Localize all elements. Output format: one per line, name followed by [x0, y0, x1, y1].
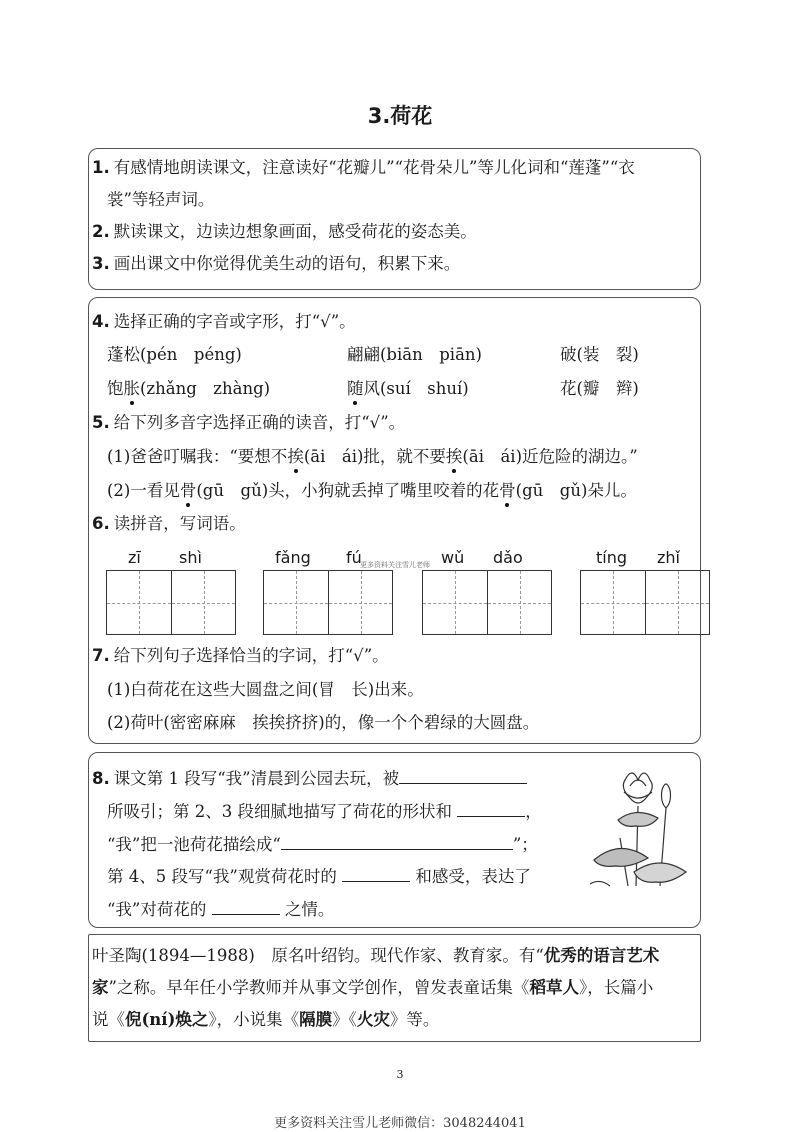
bio-book-title-3: 隔膜 [299, 1010, 333, 1029]
q4-item-4[interactable] [107, 379, 270, 399]
q4-item-5-options: 风(suí shuí) [363, 379, 469, 398]
bio-book-title-2: 倪(ní)焕之 [125, 1010, 209, 1029]
bio-text-3e: 》《 [332, 1010, 357, 1029]
bio-book-title-1: 稻草人 [529, 978, 579, 997]
question-5 [92, 413, 405, 433]
q4-item-6[interactable]: 花(瓣 辫) [560, 379, 639, 398]
q5-s2-dotted-2: 骨 [499, 481, 516, 500]
bio-text-3g: 》等。 [389, 1010, 440, 1029]
q4-item-4-options: (zhǎng zhàng) [140, 379, 271, 398]
task-1-cont: 裳”等轻声词。 [107, 190, 215, 209]
grid-cell[interactable] [171, 571, 235, 634]
pinyin-4b: zhǐ [657, 548, 680, 567]
task-2-text: 默读课文，边读边想象画面，感受荷花的姿态美。 [113, 222, 477, 241]
q5-s1-part-c: (āi ái)近危险的湖边。” [462, 447, 638, 466]
q8-line-5 [107, 897, 334, 920]
q5-s2-part-b: (gū gǔ)头，小狗就丢掉了嘴里咬着的花 [196, 481, 500, 500]
q5-s1-dotted-2: 挨 [445, 447, 463, 466]
blank-field[interactable] [399, 766, 527, 784]
q8-line-3 [107, 832, 538, 855]
pinyin-3a: wǔ [441, 548, 465, 567]
q4-item-3[interactable]: 破(装 裂) [560, 345, 639, 364]
watermark: 更多资料关注雪儿老师 [360, 561, 430, 569]
pinyin-4a: tíng [596, 548, 628, 567]
bio-text-3c: 》，小说集《 [208, 1010, 300, 1029]
pinyin-2a: fǎng [275, 548, 311, 567]
q7-text: 给下列句子选择恰当的字词，打“√”。 [113, 646, 389, 665]
task-3-number: 3. [92, 254, 110, 273]
task-2-number: 2. [92, 222, 110, 241]
grid-cell[interactable] [645, 571, 709, 634]
writing-grid-4[interactable] [580, 570, 710, 635]
q8-text-2b: ， [525, 802, 542, 821]
grid-cell[interactable] [423, 571, 487, 634]
q4-number: 4. [92, 312, 110, 331]
blank-field[interactable] [281, 832, 513, 850]
bio-line-3 [92, 1010, 439, 1030]
q8-text-1: 课文第 1 段写“我”清晨到公园去玩，被 [113, 769, 400, 788]
pinyin-1b: shì [179, 548, 202, 567]
question-6 [92, 514, 246, 534]
q7-sentence-1[interactable]: (1)白荷花在这些大圆盘之间(冒 长)出来。 [107, 680, 424, 699]
q6-text: 读拼音，写词语。 [113, 514, 246, 533]
q8-text-2a: 所吸引；第 2、3 段细腻地描写了荷花的形状和 [107, 802, 452, 821]
blank-field[interactable] [212, 897, 280, 915]
task-1 [92, 158, 635, 178]
bio-book-title-4: 火灾 [356, 1010, 390, 1029]
writing-grid-3[interactable] [422, 570, 552, 635]
q4-item-5-dotted: 随 [347, 379, 364, 398]
q5-s2-dotted-1: 骨 [179, 481, 197, 500]
q5-s2-part-c: (gū gǔ)朵儿。 [515, 481, 637, 500]
question-7 [92, 646, 389, 666]
q4-item-5[interactable] [347, 379, 469, 399]
bio-text-2b: ”之称。早年任小学教师并从事文学创作，曾发表童话集《 [108, 978, 530, 997]
writing-grid-2[interactable] [263, 570, 393, 635]
bio-text-1a: 叶圣陶(1894—1988) 原名叶绍钧。现代作家、教育家。有“ [92, 946, 544, 965]
q4-text: 选择正确的字音或字形，打“√”。 [113, 312, 356, 331]
q4-item-4-char: 饱 [107, 379, 124, 398]
grid-cell[interactable] [581, 571, 645, 634]
q8-text-5b: 之情。 [284, 900, 335, 919]
q8-text-4b: 和感受，表达了 [415, 867, 531, 886]
q8-line-4 [107, 864, 531, 887]
grid-cell[interactable] [264, 571, 328, 634]
bio-line-1 [92, 946, 659, 966]
q4-item-1[interactable]: 蓬松(pén péng) [107, 345, 242, 364]
lotus-illustration [590, 768, 690, 888]
q4-item-4-dotted: 胀 [123, 379, 140, 398]
bio-line-2 [92, 978, 653, 998]
task-1-text: 有感情地朗读课文，注意读好“花瓣儿”“花骨朵儿”等儿化词和“莲蓬”“衣 [113, 158, 635, 177]
q8-text-3a: “我”把一池荷花描绘成“ [107, 835, 281, 854]
q5-s1-dotted-1: 挨 [287, 447, 304, 466]
q8-text-3b: ”； [512, 835, 538, 854]
q8-line-2 [107, 799, 542, 822]
bio-highlight-1: 优秀的语言艺术 [543, 946, 660, 965]
blank-field[interactable] [457, 799, 525, 817]
writing-grid-1[interactable] [106, 570, 236, 635]
q5-text: 给下列多音字选择正确的读音，打“√”。 [113, 413, 406, 432]
q5-s1-part-b: (āi ái)批，就不要 [303, 447, 446, 466]
pinyin-2b: fú [346, 548, 362, 567]
q5-s1-part-a: (1)爸爸叮嘱我：“要想不 [107, 447, 288, 466]
task-3 [92, 254, 460, 274]
blank-field[interactable] [342, 864, 410, 882]
q8-text-5a: “我”对荷花的 [107, 900, 207, 919]
pinyin-3b: dǎo [493, 548, 523, 567]
q5-number: 5. [92, 413, 110, 432]
question-4 [92, 312, 356, 332]
task-3-text: 画出课文中你觉得优美生动的语句，积累下来。 [113, 254, 461, 273]
q8-line-1 [92, 766, 527, 789]
grid-cell[interactable] [328, 571, 392, 634]
q8-number: 8. [92, 769, 110, 788]
page-title: 3.荷花 [367, 104, 433, 128]
q5-sentence-1[interactable] [107, 447, 638, 467]
q7-number: 7. [92, 646, 110, 665]
footer-note: 更多资料关注雪儿老师微信：3048244041 [274, 1116, 526, 1131]
grid-cell[interactable] [107, 571, 171, 634]
bio-text-3a: 说《 [92, 1010, 125, 1029]
q6-number: 6. [92, 514, 110, 533]
task-1-number: 1. [92, 158, 110, 177]
q4-item-2[interactable]: 翩翩(biān piān) [347, 345, 482, 364]
bio-highlight-2: 家 [92, 978, 109, 997]
bio-text-2d: 》，长篇小 [578, 978, 654, 997]
pinyin-1a: zī [128, 548, 141, 567]
q7-sentence-2[interactable]: (2)荷叶(密密麻麻 挨挨挤挤)的，像一个个碧绿的大圆盘。 [107, 713, 540, 732]
page-number: 3 [396, 1068, 404, 1081]
q5-s2-part-a: (2)一看见 [107, 481, 180, 500]
grid-cell[interactable] [487, 571, 551, 634]
task-2 [92, 222, 477, 242]
q8-text-4a: 第 4、5 段写“我”观赏荷花时的 [107, 867, 337, 886]
q5-sentence-2[interactable] [107, 481, 637, 501]
